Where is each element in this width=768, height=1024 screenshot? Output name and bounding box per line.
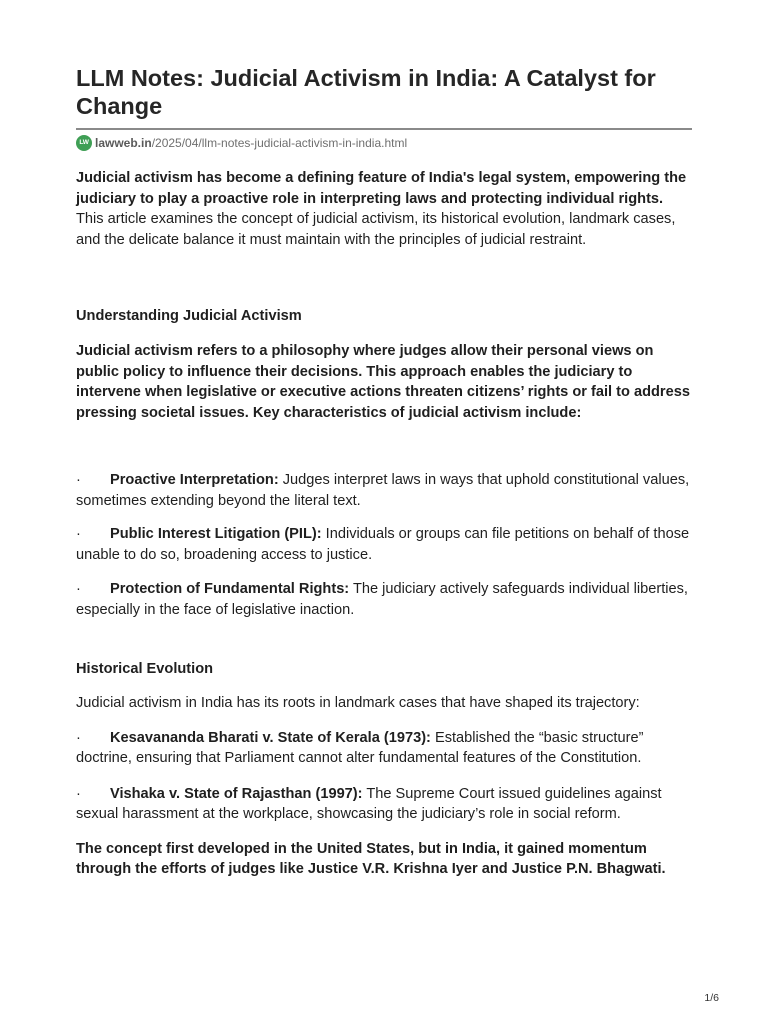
bullet-text: The judiciary actively safeguards individual liberties, especially in the face of legislative inaction.	[76, 581, 688, 618]
bullet-text: Individuals or groups can file petitions on behalf of those unable to do so, broadening access to justice.	[76, 526, 690, 563]
bullet-item	[76, 728, 692, 769]
title-divider	[76, 128, 692, 130]
section-heading-history: Historical Evolution	[76, 661, 214, 677]
intro-normal-text: This article examines the concept of judicial activism, its historical evolution, landmark cases, and the delicate balance it must maintain with the principles of judicial restraint.	[76, 211, 676, 248]
history-lead-paragraph: Judicial activism in India has its roots in landmark cases that have shaped its trajectory:	[76, 695, 640, 711]
bullet-marker: ·	[76, 526, 81, 542]
bullet-text: Judges interpret laws in ways that uphold constitutional values, sometimes extending beyond the literal text.	[76, 472, 690, 509]
source-domain[interactable]: lawweb.in	[95, 135, 152, 150]
definition-paragraph: Judicial activism refers to a philosophy where judges allow their personal views on public policy to influence their decisions. This approach enables the judiciary to intervene when legislative or executive actions threaten citizens’ rights or fail to address pressing societal issues. Key characteristics of judicial activism include:	[76, 343, 690, 421]
document-page	[76, 0, 692, 880]
bullet-marker: ·	[76, 729, 81, 746]
bullet-term: Protection of Fundamental Rights:	[110, 581, 350, 597]
bullet-item	[76, 579, 692, 620]
bullet-item	[76, 524, 692, 565]
intro-paragraph	[76, 168, 692, 250]
bullet-item	[76, 784, 692, 825]
section-heading-understanding: Understanding Judicial Activism	[76, 308, 302, 324]
bullet-term: Proactive Interpretation:	[110, 472, 279, 488]
bullet-term: Kesavananda Bharati v. State of Kerala (1973):	[110, 729, 431, 746]
article-title: LLM Notes: Judicial Activism in India: A Catalyst for Change	[76, 65, 656, 119]
bullet-term: Vishaka v. State of Rajasthan (1997):	[110, 785, 363, 802]
bullet-marker: ·	[76, 581, 81, 597]
bullet-marker: ·	[76, 785, 81, 802]
bullet-item	[76, 470, 692, 511]
page-number: 1/6	[704, 992, 719, 1004]
closing-paragraph: The concept first developed in the United States, but in India, it gained momentum through the efforts of judges like Justice V.R. Krishna Iyer and Justice P.N. Bhagwati.	[76, 840, 666, 877]
bullet-term: Public Interest Litigation (PIL):	[110, 526, 322, 542]
bullet-text: The Supreme Court issued guidelines against sexual harassment at the workplace, showcasing the judiciary’s role in social reform.	[76, 785, 662, 822]
bullet-text: Established the “basic structure” doctrine, ensuring that Parliament cannot alter fundamental features of the Constitution.	[76, 729, 644, 766]
source-line	[76, 134, 692, 151]
site-logo-icon: LW	[76, 135, 92, 151]
intro-bold-text: Judicial activism has become a defining feature of India's legal system, empowering the judiciary to play a proactive role in interpreting laws and protecting individual rights.	[76, 170, 687, 207]
bullet-marker: ·	[76, 472, 81, 488]
source-path[interactable]: /2025/04/llm-notes-judicial-activism-in-india.html	[151, 135, 408, 150]
